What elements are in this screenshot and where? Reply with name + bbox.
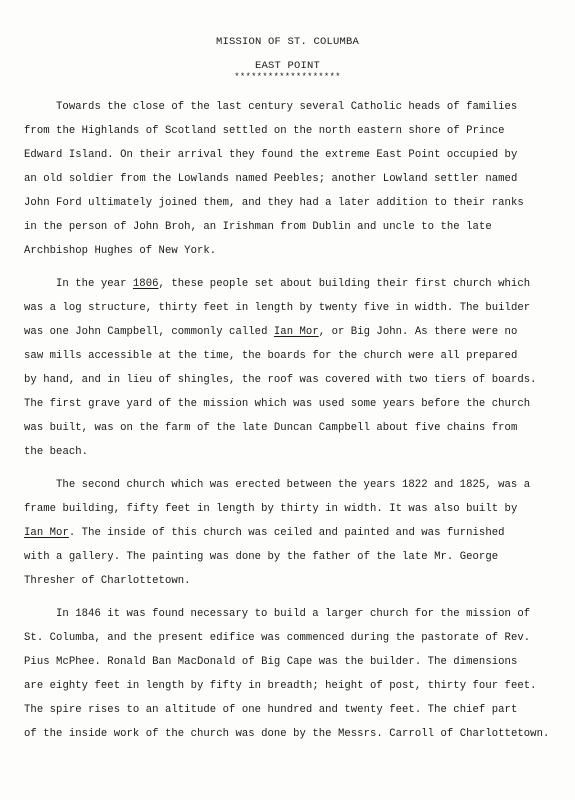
text-line: Pius McPhee. Ronald Ban MacDonald of Big Cape was the builder. The dimensions [24, 656, 518, 668]
text-line: In the year 1806, these people set about building their first church which [56, 278, 531, 290]
text-line: The spire rises to an altitude of one hundred and twenty feet. The chief part [24, 704, 518, 716]
text-line: Archbishop Hughes of New York. [24, 245, 217, 257]
text-line: In 1846 it was found necessary to build a larger church for the mission of [56, 608, 531, 620]
text-line: was a log structure, thirty feet in length by twenty five in width. The builder [24, 302, 531, 314]
text-line: Thresher of Charlottetown. [24, 575, 191, 587]
document-title: MISSION OF ST. COLUMBA [215, 36, 360, 48]
text-line: the beach. [24, 446, 89, 458]
underlined-text: Ian Mor [273, 326, 319, 338]
underlined-text: 1806 [132, 278, 159, 290]
document-subtitle: EAST POINT [254, 60, 320, 72]
underlined-text: Ian Mor [24, 527, 69, 539]
text-line: saw mills accessible at the time, the boards for the church were all prepared [24, 350, 518, 362]
text-line: The first grave yard of the mission which was used some years before the church [24, 398, 531, 410]
text-line: was one John Campbell, commonly called Ian Mor, or Big John. As there were no [24, 326, 518, 338]
text-line: an old soldier from the Lowlands named Peebles; another Lowland settler named [24, 173, 518, 185]
title-rule: ******************* [234, 72, 341, 82]
text-line: in the person of John Broh, an Irishman from Dublin and uncle to the late [24, 221, 492, 233]
text-line: was built, was on the farm of the late Duncan Campbell about five chains from [24, 422, 518, 434]
text-line: by hand, and in lieu of shingles, the roof was covered with two tiers of boards. [24, 374, 537, 386]
text-line: of the inside work of the church was done by the Messrs. Carroll of Charlottetown. [24, 728, 550, 740]
text-line: The second church which was erected between the years 1822 and 1825, was a [56, 479, 531, 491]
text-line: from the Highlands of Scotland settled on the north eastern shore of Prince [24, 125, 505, 137]
text-line: Ian Mor. The inside of this church was ceiled and painted and was furnished [24, 527, 505, 539]
text-line: Towards the close of the last century several Catholic heads of families [56, 101, 518, 113]
text-line: are eighty feet in length by fifty in breadth; height of post, thirty four feet. [24, 680, 537, 692]
text-line: John Ford ultimately joined them, and they had a later addition to their ranks [24, 197, 524, 209]
text-line: St. Columba, and the present edifice was commenced during the pastorate of Rev. [24, 632, 531, 644]
text-line: frame building, fifty feet in length by thirty in width. It was also built by [24, 503, 518, 515]
text-line: with a gallery. The painting was done by the father of the late Mr. George [24, 551, 499, 563]
text-line: Edward Island. On their arrival they found the extreme East Point occupied by [24, 149, 518, 161]
